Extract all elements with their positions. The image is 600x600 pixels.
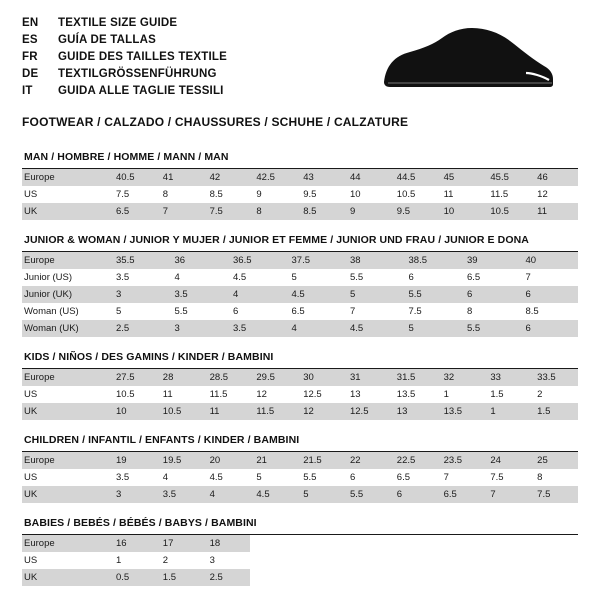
cell: 11: [204, 403, 251, 420]
section-junior-woman: [22, 234, 578, 337]
cell: 6: [520, 286, 579, 303]
cell: 45: [438, 169, 485, 186]
dress-shoe-icon: [376, 26, 556, 98]
table-row: [22, 569, 578, 586]
section-title: MAN / HOMBRE / HOMME / MANN / MAN: [22, 151, 578, 169]
cell: 11: [162, 389, 173, 400]
row-label: Junior (US): [24, 272, 73, 283]
language-title: TEXTILGRÖSSENFÜHRUNG: [58, 68, 217, 80]
language-title: GUIDE DES TAILLES TEXTILE: [58, 51, 227, 63]
row-label: Europe: [22, 369, 110, 386]
cell: [250, 569, 297, 586]
cell: 5.5: [350, 272, 364, 283]
cell: 6.5: [467, 272, 481, 283]
cell: 9: [256, 189, 262, 200]
row-label: Woman (UK): [22, 320, 110, 337]
cell: 3: [110, 486, 157, 503]
cell: 5: [344, 286, 403, 303]
table-row: [22, 320, 578, 337]
cell: 44: [344, 169, 391, 186]
cell: [344, 552, 391, 569]
cell: 3: [209, 555, 215, 566]
cell: 20: [204, 452, 251, 469]
cell: 35.5: [110, 252, 169, 269]
cell: 6.5: [438, 486, 485, 503]
cell: 8: [537, 472, 543, 483]
cell: [484, 535, 531, 552]
language-row: [22, 50, 227, 65]
cell: 10: [438, 203, 485, 220]
cell: 13.5: [438, 403, 485, 420]
section-children: [22, 434, 578, 503]
table-row: [22, 169, 578, 186]
table-row: [22, 203, 578, 220]
cell: 10.5: [484, 203, 531, 220]
table-row: [22, 286, 578, 303]
cell: 4.5: [286, 286, 345, 303]
table-row: [22, 552, 578, 569]
cell: [344, 569, 391, 586]
cell: 2.5: [110, 320, 169, 337]
size-table-kids: [22, 369, 578, 420]
cell: 6: [233, 306, 239, 317]
cell: 46: [531, 169, 578, 186]
cell: 7.5: [204, 203, 251, 220]
language-row: [22, 33, 227, 48]
size-table-man: [22, 169, 578, 220]
row-label: Woman (US): [24, 306, 79, 317]
cell: 6: [349, 472, 356, 483]
language-code: FR: [22, 51, 38, 63]
cell: 10.5: [157, 403, 204, 420]
cell: 2.5: [204, 569, 251, 586]
cell: 44.5: [391, 169, 438, 186]
cell: 33.5: [531, 369, 578, 386]
cell: 5.5: [303, 472, 317, 483]
cell: 40.5: [110, 169, 157, 186]
cell: 8.5: [525, 306, 539, 317]
cell: 13: [391, 403, 438, 420]
row-label: US: [24, 555, 38, 566]
cell: 7: [157, 203, 204, 220]
cell: 28.5: [204, 369, 251, 386]
cell: 5.5: [174, 306, 188, 317]
cell: 11.5: [250, 403, 297, 420]
row-label: Europe: [22, 452, 110, 469]
cell: 1: [443, 389, 449, 400]
row-label: US: [24, 389, 38, 400]
cell: 32: [438, 369, 485, 386]
cell: 11: [443, 189, 454, 200]
cell: 19.5: [157, 452, 204, 469]
cell: 7: [443, 472, 449, 483]
cell: 42.5: [250, 169, 297, 186]
cell: 12.5: [303, 389, 322, 400]
cell: 5: [297, 486, 344, 503]
cell: 3: [110, 286, 169, 303]
cell: [391, 552, 438, 569]
cell: 4: [227, 286, 286, 303]
cell: 12.5: [344, 403, 391, 420]
cell: 6.5: [396, 472, 410, 483]
cell: 3: [169, 320, 228, 337]
cell: 2: [537, 389, 543, 400]
cell: 28: [157, 369, 204, 386]
cell: 5.5: [461, 320, 520, 337]
cell: [344, 535, 391, 552]
cell: [438, 569, 485, 586]
cell: 3.5: [116, 472, 130, 483]
row-label: UK: [22, 569, 110, 586]
cell: 9.5: [303, 189, 317, 200]
cell: 11.5: [490, 189, 509, 200]
table-row: [22, 469, 578, 486]
cell: 11: [531, 203, 578, 220]
cell: 42: [204, 169, 251, 186]
row-label: US: [24, 472, 38, 483]
cell: 4: [204, 486, 251, 503]
cell: 6.5: [291, 306, 305, 317]
cell: 12: [256, 389, 267, 400]
cell: 0.5: [110, 569, 157, 586]
cell: 6.5: [110, 203, 157, 220]
cell: 11.5: [209, 389, 228, 400]
cell: 4.5: [209, 472, 223, 483]
cell: 4: [286, 320, 345, 337]
cell: 23.5: [438, 452, 485, 469]
size-table-junior-woman: [22, 252, 578, 337]
section-man: [22, 151, 578, 220]
cell: 31.5: [391, 369, 438, 386]
table-row: [22, 403, 578, 420]
cell: 29.5: [250, 369, 297, 386]
language-row: [22, 16, 227, 31]
cell: 13: [349, 389, 361, 400]
row-label: Junior (UK): [22, 286, 110, 303]
cell: [531, 552, 578, 569]
cell: 25: [531, 452, 578, 469]
cell: 7: [350, 306, 356, 317]
row-label: Europe: [22, 169, 110, 186]
cell: 16: [110, 535, 157, 552]
table-row: [22, 535, 578, 552]
cell: 9: [344, 203, 391, 220]
cell: 40: [520, 252, 579, 269]
cell: 8: [162, 189, 169, 200]
cell: [297, 569, 344, 586]
cell: 6: [520, 320, 579, 337]
cell: 10.5: [396, 189, 416, 200]
cell: 2: [162, 555, 169, 566]
section-kids: [22, 351, 578, 420]
cell: 3.5: [169, 286, 228, 303]
cell: 1.5: [531, 403, 578, 420]
cell: 6: [391, 486, 438, 503]
cell: 7: [484, 486, 531, 503]
table-row: [22, 452, 578, 469]
cell: 8: [250, 203, 297, 220]
cell: 45.5: [484, 169, 531, 186]
cell: 4.5: [344, 320, 403, 337]
cell: 18: [204, 535, 251, 552]
cell: [297, 535, 344, 552]
row-label: Europe: [22, 252, 110, 269]
table-row: [22, 303, 578, 320]
cell: 7: [525, 272, 531, 283]
language-title: GUIDA ALLE TAGLIE TESSILI: [58, 85, 224, 97]
language-title-list: [22, 16, 227, 99]
cell: 21.5: [297, 452, 344, 469]
row-label: Europe: [22, 535, 110, 552]
cell: 10: [349, 189, 361, 200]
cell: 9.5: [391, 203, 438, 220]
cell: 4.5: [233, 272, 247, 283]
section-babies: [22, 517, 578, 586]
cell: 3.5: [227, 320, 286, 337]
cell: 8: [467, 306, 473, 317]
cell: 36.5: [227, 252, 286, 269]
cell: 33: [484, 369, 531, 386]
cell: 13.5: [396, 389, 416, 400]
cell: 5: [291, 272, 297, 283]
cell: 8.5: [297, 203, 344, 220]
cell: 24: [484, 452, 531, 469]
row-label: US: [24, 189, 38, 200]
cell: 4: [174, 272, 180, 283]
language-row: [22, 67, 227, 82]
cell: 6: [408, 272, 414, 283]
cell: [297, 552, 344, 569]
cell: 10.5: [116, 389, 135, 400]
cell: 5: [116, 306, 122, 317]
cell: 1: [116, 555, 122, 566]
cell: 4.5: [250, 486, 297, 503]
cell: [391, 569, 438, 586]
table-row: [22, 486, 578, 503]
cell: [531, 569, 578, 586]
cell: 5.5: [344, 486, 391, 503]
cell: 5: [403, 320, 462, 337]
cell: 38.5: [403, 252, 462, 269]
cell: 4: [162, 472, 169, 483]
section-title: BABIES / BEBÉS / BÉBÉS / BABYS / BAMBINI: [22, 517, 578, 535]
cell: 7.5: [408, 306, 422, 317]
table-row: [22, 186, 578, 203]
cell: 22: [344, 452, 391, 469]
cell: 5: [256, 472, 262, 483]
cell: 1.5: [157, 569, 204, 586]
section-title: KIDS / NIÑOS / DES GAMINS / KINDER / BAMBINI: [22, 351, 578, 369]
cell: 38: [344, 252, 403, 269]
cell: [438, 535, 485, 552]
cell: 3.5: [157, 486, 204, 503]
cell: [531, 535, 578, 552]
language-code: IT: [22, 85, 33, 97]
cell: 8.5: [209, 189, 223, 200]
cell: 31: [344, 369, 391, 386]
cell: 1.5: [490, 389, 504, 400]
cell: 39: [461, 252, 520, 269]
row-label: UK: [22, 486, 110, 503]
cell: 19: [110, 452, 157, 469]
size-table-children: [22, 452, 578, 503]
table-row: [22, 252, 578, 269]
cell: 7.5: [116, 189, 130, 200]
cell: 1: [484, 403, 531, 420]
document-header: [22, 16, 578, 99]
cell: 17: [157, 535, 204, 552]
language-title: GUÍA DE TALLAS: [58, 34, 156, 46]
cell: [438, 552, 485, 569]
cell: 12: [537, 189, 548, 200]
cell: 10: [110, 403, 157, 420]
cell: 6: [461, 286, 520, 303]
footwear-heading: FOOTWEAR / CALZADO / CHAUSSURES / SCHUHE / CALZATURE: [22, 115, 409, 129]
cell: [391, 535, 438, 552]
table-row: [22, 269, 578, 286]
language-code: ES: [22, 34, 38, 46]
cell: 37.5: [286, 252, 345, 269]
section-title: JUNIOR & WOMAN / JUNIOR Y MUJER / JUNIOR ET FEMME / JUNIOR UND FRAU / JUNIOR E DONA: [22, 234, 578, 252]
cell: [484, 569, 531, 586]
language-row: [22, 84, 227, 99]
cell: 27.5: [110, 369, 157, 386]
cell: [250, 552, 297, 569]
cell: 22.5: [391, 452, 438, 469]
language-code: EN: [22, 17, 39, 29]
table-row: [22, 369, 578, 386]
cell: 41: [157, 169, 204, 186]
row-label: UK: [22, 203, 110, 220]
cell: 5.5: [403, 286, 462, 303]
cell: 36: [169, 252, 228, 269]
cell: [484, 552, 531, 569]
language-code: DE: [22, 68, 39, 80]
language-title: TEXTILE SIZE GUIDE: [58, 17, 178, 29]
size-table-babies: [22, 535, 578, 586]
cell: 12: [297, 403, 344, 420]
row-label: UK: [22, 403, 110, 420]
cell: 43: [297, 169, 344, 186]
section-title: CHILDREN / INFANTIL / ENFANTS / KINDER / BAMBINI: [22, 434, 578, 452]
cell: 21: [250, 452, 297, 469]
cell: 30: [297, 369, 344, 386]
cell: 7.5: [531, 486, 578, 503]
cell: 3.5: [116, 272, 130, 283]
cell: [250, 535, 297, 552]
table-row: [22, 386, 578, 403]
cell: 7.5: [490, 472, 504, 483]
